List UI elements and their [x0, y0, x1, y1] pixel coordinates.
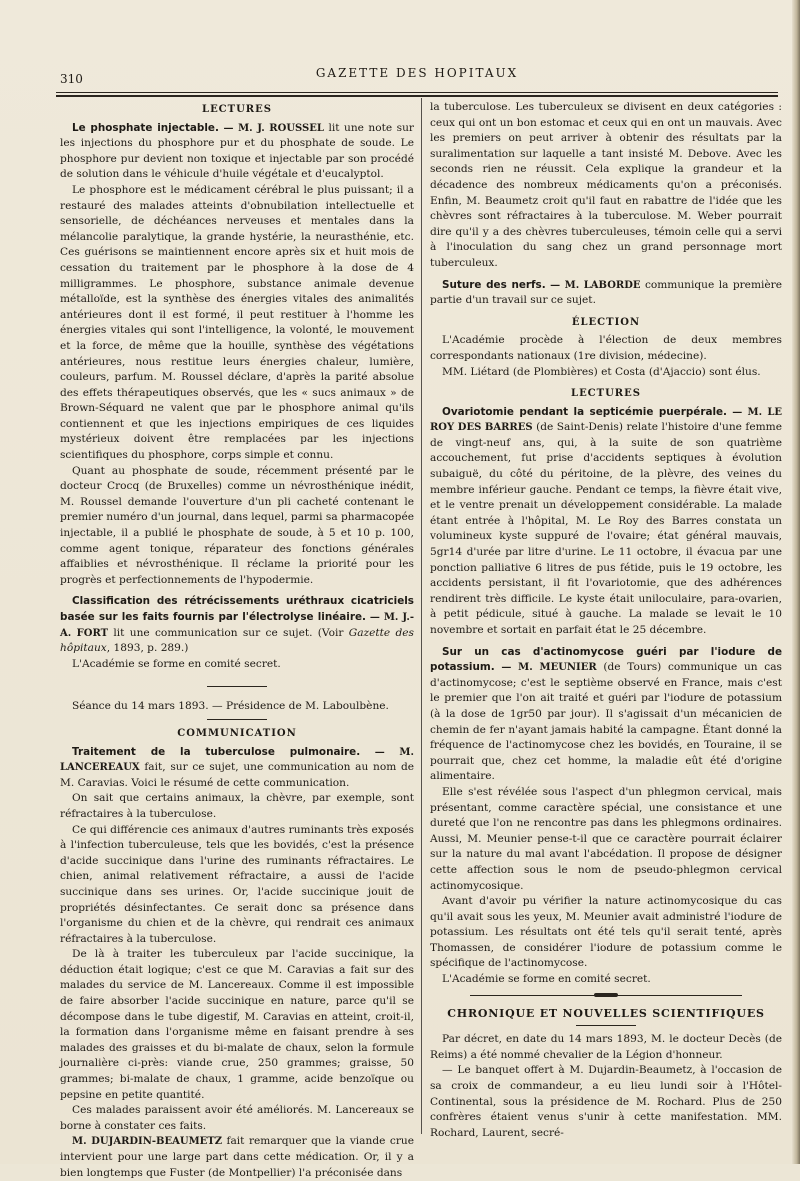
article-title: Le phosphate injectable.	[72, 121, 219, 134]
article-title: Sur un cas d'actinomycose guéri par l'iodure de potassium.	[430, 645, 782, 674]
page-header	[56, 66, 778, 86]
section-heading-communication: COMMUNICATION	[177, 727, 297, 739]
article-title: Suture des nerfs.	[442, 278, 546, 291]
separator-rule	[207, 719, 267, 720]
article-author: — M. MEUNIER	[501, 662, 597, 674]
paragraph-text: fait, sur ce sujet, une communication au nom de M. Caravias. Voici le résumé de cette communication.	[60, 761, 414, 789]
article-ovariotomie	[430, 405, 782, 639]
article-author: — M. LABORDE	[550, 279, 641, 291]
journal-reference: Gazette des hôpitaux	[60, 626, 414, 655]
paragraph: Elle s'est révélée sous l'aspect d'un phlegmon cervical, mais présentant, comme caractère spécial, une consistance et une dureté que l'on ne rencontre pas dans les phlegmons ordinaires. Aussi, M. Meunier pense-t-il que ce caractère pourrait éclairer sur la nature du mal avant l'abcédation. Il propose de désigner cette affection sous le nom de pseudo-phlegmon cervical actinomycosique.	[430, 785, 782, 892]
header-rule-thick	[56, 95, 778, 97]
column-divider	[421, 98, 422, 1134]
left-column	[60, 100, 414, 1179]
article-author: — M. J.-A. FORT	[60, 612, 414, 639]
paragraph: Ce qui différencie ces animaux d'autres ruminants très exposés à l'infection tuberculeuse, tels que les bovidés, c'est la présence d'acide succinique dans l'urine des ruminants réfractaires. Le chien, animal relativement réfractaire, a aussi de l'acide succinique dans ses urines. Or, l'acide succinique jouit de propriétés désinfectantes. Ce serait donc sa présence dans l'organisme du chien et de la chèvre, qui rendrait ces animaux réfractaires à la tuberculose.	[60, 823, 414, 945]
article-phosphate	[60, 121, 414, 183]
paragraph-text: lit une communication sur ce sujet. (Voir	[108, 626, 349, 639]
paragraph-text: , 1893, p. 289.)	[106, 642, 189, 655]
article-title: Ovariotomie pendant la septicémie puerpérale.	[442, 405, 728, 418]
article-author: M. DUJARDIN-BEAUMETZ	[72, 1136, 223, 1148]
paragraph: — Le banquet offert à M. Dujardin-Beaumetz, à l'occasion de sa croix de commandeur, a eu lieu lundi soir à l'Hôtel-Continental, sous la présidence de M. Rochard. Plus de 250 confrères étaient venus s'unir à cette manifestation. MM. Rochard, Laurent, secré-	[430, 1064, 782, 1139]
article-author: — M. LE ROY DES BARRES	[430, 406, 782, 434]
paragraph: Avant d'avoir pu vérifier la nature actinomycosique du cas qu'il avait sous les yeux, M. Meunier avait administré l'iodure de potassium. Les résultats ont été tels qu'il serait tenté, après Thomassen, de considérer l'iodure de potassium comme le spécifique de l'actinomycose.	[430, 895, 782, 970]
paragraph: Quant au phosphate de soude, récemment présenté par le docteur Crocq (de Bruxelles) comme un névrosthénique inédit, M. Roussel demande l'ouverture d'un pli cacheté contenant le premier numéro d'un journal, dans lequel, parmi sa pharmacopée injectable, il a publié le phosphate de soude, à 5 et 10 p. 100, comme agent tonique, réparateur des fonctions générales affaiblies et névrosthénique. Il réclame la priorité pour les progrès et perfectionnements de l'hypodermie.	[60, 464, 414, 586]
paragraph-text: communique la première partie d'un travail sur ce sujet.	[430, 278, 782, 307]
article-classification	[60, 594, 414, 656]
section-heading-lectures: LECTURES	[202, 104, 272, 115]
paragraph-text: (de Tours) communique un cas d'actinomycose; c'est le septième observé en France, mais c'est le premier que l'on ait traité et guéri par l'iodure de potassium (à la dose de 1gr50 par jour). Il s'agissait d'un mécanicien de chemin de fer n'ayant jamais habité la campagne. Étant donné la fréquence de l'actinomycose chez les bovidés, en Touraine, il se pourrait que, chez cet homme, la maladie eût été d'origine alimentaire.	[430, 661, 782, 783]
header-rule-thin	[56, 92, 778, 93]
paragraph: De là à traiter les tuberculeux par l'acide succinique, la déduction était logique; c'est ce que M. Caravias a fait sur des malades du service de M. Lancereaux. Comme il est impossible de faire absorber l'acide succinique en nature, parce qu'il se décompose dans le tube digestif, M. Caravias en atteint, croit-il, la formation dans l'organisme même en faisant prendre à ses malades des graisses et du bi-malate de chaux, selon la formule journalière ci-près: viande crue, 250 grammes; graisse, 50 grammes; bi-malate de chaux, 1 gramme, acide benzoïque ou pepsine en petite quantité.	[60, 948, 414, 1101]
paragraph: On sait que certains animaux, la chèvre, par exemple, sont réfractaires à la tuberculose.	[60, 792, 414, 820]
paragraph: Ces malades paraissent avoir été améliorés. M. Lancereaux se borne à constater ces faits.	[60, 1104, 414, 1132]
page-number: 310	[60, 72, 83, 86]
page-edge-shadow	[792, 0, 800, 1164]
paragraph-text: lit une note sur les injections du phosphore pur et du phosphate de soude. Le phosphore pur devient non toxique et injectable par son procédé de solution dans le véhicule d'huile végétale et d'eucalyptol.	[60, 121, 414, 181]
article-tuberculose	[60, 745, 414, 792]
paragraph: L'Académie procède à l'élection de deux membres correspondants nationaux (1re division, médecine).	[430, 334, 782, 362]
separator-rule	[576, 1025, 636, 1026]
article-title: Classification des rétrécissements uréthraux cicatriciels basée sur les faits fournis par l'électrolyse linéaire.	[60, 595, 414, 623]
paragraph-text: (de Saint-Denis) relate l'histoire d'une femme de vingt-neuf ans, qui, à la suite de son quatrième accouchement, fut prise d'accidents septiques à évolution subaiguë, du côté du péritoine, de la plèvre, des veines du membre inférieur gauche. Pendant ce temps, la fièvre était vive, et le ventre prenait un développement considérable. La malade étant entrée à l'hôpital, M. Le Roy des Barres constata un volumineux kyste suppuré de l'ovaire; état général mauvais, 5gr14 d'urée par litre d'urine. Le 11 octobre, il évacua par une ponction palliative 6 litres de pus fétide, puis le 19 octobre, les accidents persistant, il fit l'ovariotomie, que des adhérences rendirent très difficile. Le kyste était uniloculaire, para-ovarien, à petit pédicule, situé à gauche. La malade se levait le 10 novembre et sortait en parfait état le 25 décembre.	[430, 421, 782, 636]
paragraph: L'Académie se forme en comité secret.	[72, 657, 281, 670]
paragraph: Le phosphore est le médicament cérébral le plus puissant; il a restauré des malades atteints d'obnubilation intellectuelle et sensorielle, de déchéances nerveuses et mentales dans la mélancolie paralytique, la grande hystérie, la neurasthénie, etc. Ces guérisons se maintiennent encore après six et huit mois de cessation du traitement par le phosphore à la dose de 4 milligrammes. Le phosphore, substance animale devenue métalloïde, est la synthèse des énergies vitales des animalités antérieures dont il est formé, il peut restituer à l'homme les énergies vitales qui sont l'intelligence, la volonté, le mouvement et la force, de même que la houille, synthèse des végétations antérieures, nous restitue leurs énergies chaleur, lumière, couleurs, parfum. M. Roussel déclare, d'après la parité absolue des effets thérapeutiques observés, que les « sucs animaux » de Brown-Séquard ne valent que par le phosphore animal qu'ils contiennent et que les injections empiriques de ces liquides mystérieux doivent être remplacées par les injections scientifiques du phosphore, corps simple et connu.	[60, 183, 414, 462]
paragraph-text: fait remarquer que la viande crue intervient pour une large part dans cette médication. Or, il y a bien longtemps que Fuster (de Montpellier) l'a préconisée dans	[60, 1135, 414, 1179]
paragraph-dujardin	[60, 1134, 414, 1181]
article-suture	[430, 278, 782, 309]
paragraph: Par décret, en date du 14 mars 1893, M. le docteur Decès (de Reims) a été nommé chevalier de la Légion d'honneur.	[430, 1033, 782, 1061]
article-author: — M. J. ROUSSEL	[223, 122, 324, 134]
paragraph-continuation: la tuberculose. Les tuberculeux se divisent en deux catégories : ceux qui ont un bon estomac et ceux qui en ont un mauvais. Avec les premiers on peut arriver à obtenir des résultats par la suralimentation sur laquelle a tant insisté M. Debove. Avec les seconds rien ne réussit. Cela explique la grandeur et la décadence des nombreux médicaments qu'on a préconisés. Enfin, M. Beaumetz croit qu'il faut en rabattre de l'idée que les chèvres sont réfractaires à la tuberculose. M. Weber pourrait dire qu'il y a des chèvres tuberculeuses, témoin celle qui a servi à l'inoculation du sang chez un grand personnage mort tuberculeux.	[430, 101, 782, 269]
article-title: Traitement de la tuberculose pulmonaire.	[72, 745, 361, 758]
paragraph: MM. Liétard (de Plombières) et Costa (d'Ajaccio) sont élus.	[442, 365, 761, 378]
paragraph: L'Académie se forme en comité secret.	[442, 973, 651, 986]
section-heading-lectures: LECTURES	[571, 388, 641, 400]
right-column	[430, 100, 782, 1154]
ornament-rule	[470, 992, 742, 1000]
separator-rule	[207, 686, 267, 687]
section-heading-election: ÉLECTION	[571, 316, 641, 328]
article-author: — M. LANCEREAUX	[60, 746, 414, 774]
section-heading-chronique: CHRONIQUE ET NOUVELLES SCIENTIFIQUES	[447, 1006, 765, 1020]
seance-line: Séance du 14 mars 1893. — Présidence de M. Laboulbène.	[72, 700, 389, 713]
journal-title: GAZETTE DES HOPITAUX	[315, 66, 519, 80]
article-actinomycose	[430, 645, 782, 785]
